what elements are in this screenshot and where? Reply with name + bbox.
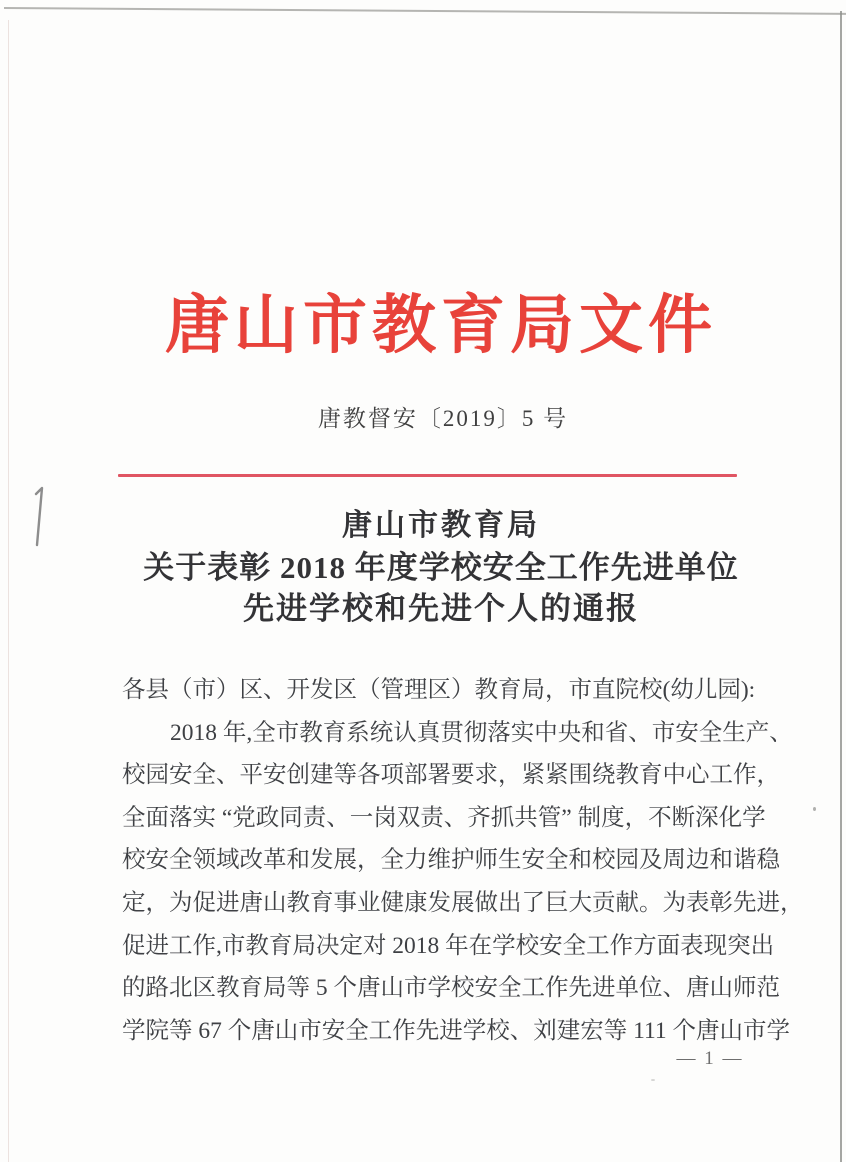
document-body	[122, 669, 804, 1052]
document-title	[18, 505, 846, 629]
document-title-line2: 关于表彰 2018 年度学校安全工作先进单位	[143, 550, 739, 585]
body-line: 校园安全、平安创建等各项部署要求，紧紧围绕教育中心工作，	[122, 762, 780, 789]
salutation-line: 各县（市）区、开发区（管理区）教育局，市直院校(幼儿园):	[122, 677, 756, 703]
body-line: 学院等 67 个唐山市安全工作先进学校、刘建宏等 111 个唐山市学	[122, 1017, 791, 1044]
scan-edge-left	[8, 20, 9, 1162]
body-line: 全面落实 “党政同责、一岗双责、齐抓共管” 制度，不断深化学	[122, 804, 766, 831]
letterhead-banner: 唐山市教育局文件	[165, 290, 717, 361]
scan-speck	[813, 807, 816, 811]
body-line: 校安全领域改革和发展，全力维护师生安全和校园及周边和谐稳	[122, 847, 780, 874]
body-line: 的路北区教育局等 5 个唐山市学校安全工作先进单位、唐山师范	[122, 975, 780, 1002]
scan-edge-top	[4, 7, 846, 15]
page-number: — 1 —	[676, 1048, 744, 1069]
document-title-line1: 唐山市教育局	[342, 509, 540, 542]
body-line: 定，为促进唐山教育事业健康发展做出了巨大贡献。为表彰先进，	[122, 889, 804, 916]
body-line: 2018 年,全市教育系统认真贯彻落实中央和省、市安全生产、	[170, 719, 793, 746]
document-number: 唐教督安〔2019〕5 号	[317, 406, 569, 431]
body-line: 促进工作,市教育局决定对 2018 年在学校安全工作方面表现突出	[122, 932, 775, 959]
red-divider-rule	[118, 474, 737, 477]
scan-speck	[651, 1079, 655, 1081]
document-title-line3: 先进学校和先进个人的通报	[243, 591, 639, 626]
